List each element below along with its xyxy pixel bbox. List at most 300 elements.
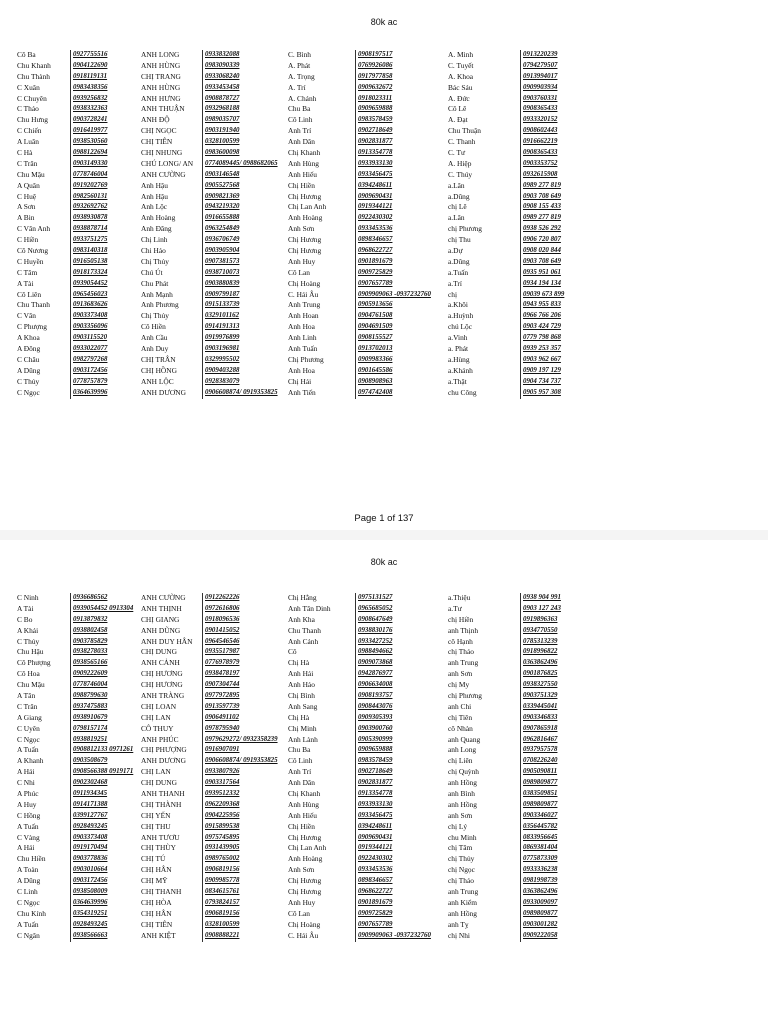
- name-cell: chị Thảo: [448, 876, 474, 886]
- name-cell: ANH LONG: [141, 50, 180, 59]
- table-row: [16, 72, 568, 83]
- name-cell: C Nhi: [17, 778, 35, 788]
- table-row: [16, 148, 568, 159]
- phone-cell: 0905090811: [520, 767, 568, 778]
- phone-cell: 0943 955 833: [520, 300, 568, 311]
- name-cell: A Bin: [17, 213, 35, 223]
- phone-cell: 0938566663: [70, 931, 140, 942]
- phone-cell: 0932968188: [202, 104, 287, 115]
- phone-cell: 0903373408: [70, 833, 140, 844]
- name-cell: Chu Kính: [17, 908, 46, 918]
- name-cell: Anh Sơn: [288, 865, 315, 875]
- name-cell: CHỊ THÙY: [141, 843, 176, 853]
- phone-cell: 0931439905: [202, 843, 287, 854]
- name-cell: C Ngọc: [17, 734, 40, 744]
- name-cell: C Xuân: [17, 82, 40, 92]
- phone-cell: 0906608874/ 0919353825: [202, 388, 287, 399]
- name-cell: C Châu: [17, 354, 40, 364]
- phone-cell: 0928383079: [202, 377, 287, 388]
- name-cell: A Hải: [17, 843, 35, 853]
- phone-cell: 0938 904 991: [520, 593, 568, 604]
- phone-cell: 0903001282: [520, 920, 568, 931]
- name-cell: CHỊ TIÊN: [141, 137, 173, 147]
- phone-cell: 0903905904: [202, 246, 287, 257]
- name-cell: Chu Thuận: [448, 126, 481, 136]
- name-cell: Anh Lộc: [141, 202, 168, 212]
- phone-cell: 0936706749: [202, 235, 287, 246]
- name-cell: A Phúc: [17, 789, 39, 799]
- table-row: [16, 691, 568, 702]
- phone-cell: 0938565166: [70, 658, 140, 669]
- phone-cell: 0972616806: [202, 604, 287, 615]
- phone-cell: 09039 673 899: [520, 290, 568, 301]
- table-row: [16, 246, 568, 257]
- phone-cell: 0913597739: [202, 702, 287, 713]
- phone-cell: 0909305393: [355, 713, 447, 724]
- name-cell: Anh Cầu: [141, 333, 168, 343]
- name-cell: Chu Khanh: [17, 60, 51, 70]
- phone-cell: 0917977858: [355, 72, 447, 83]
- phone-cell: 0983090339: [202, 61, 287, 72]
- phone-cell: 0909690431: [355, 192, 447, 203]
- phone-cell: 0903010664: [70, 865, 140, 876]
- phone-cell: 0902831877: [355, 778, 447, 789]
- phone-cell: 0962209368: [202, 800, 287, 811]
- name-cell: Anh Hảo: [288, 680, 315, 690]
- table-row: [16, 94, 568, 105]
- phone-cell: 0965456023: [70, 290, 140, 301]
- phone-cell: 0906 720 807: [520, 235, 568, 246]
- name-cell: ANH PHÚC: [141, 734, 179, 744]
- name-cell: Chị Lan Anh: [288, 202, 327, 212]
- name-cell: ANH THỊNH: [141, 603, 182, 613]
- name-cell: Anh Trung: [288, 300, 321, 310]
- table-row: [16, 713, 568, 724]
- phone-cell: 0364639996: [70, 898, 140, 909]
- phone-cell: 0968622727: [355, 887, 447, 898]
- phone-cell: 0962816467: [520, 735, 568, 746]
- name-cell: Cô Phượng: [17, 658, 51, 668]
- phone-cell: 0933832088: [202, 50, 287, 61]
- phone-cell: 0329995502: [202, 355, 287, 366]
- name-cell: Anh Đăng: [141, 224, 172, 234]
- name-cell: anh Long: [448, 745, 477, 755]
- name-cell: chị Thủy: [448, 854, 475, 864]
- phone-cell: 0903880839: [202, 279, 287, 290]
- table-row: [16, 735, 568, 746]
- name-cell: Cô Linh: [288, 756, 313, 766]
- phone-cell: 0903373408: [70, 311, 140, 322]
- name-cell: anh Bình: [448, 789, 475, 799]
- phone-cell: 0903172456: [70, 876, 140, 887]
- phone-cell: 0981998739: [520, 876, 568, 887]
- name-cell: A Khanh: [17, 756, 44, 766]
- table-row: [16, 658, 568, 669]
- name-cell: anh Trung: [448, 887, 479, 897]
- name-cell: A Luân: [17, 137, 39, 147]
- name-cell: C Phượng: [17, 322, 47, 332]
- phone-cell: 0905390999: [355, 735, 447, 746]
- phone-cell: 0904761508: [355, 311, 447, 322]
- name-cell: A. Đức: [448, 93, 470, 103]
- name-cell: CHỊ LAN: [141, 712, 171, 722]
- name-cell: CHỊ NGỌC: [141, 126, 177, 136]
- table-row: [16, 235, 568, 246]
- contact-table: [16, 593, 568, 942]
- name-cell: Chị Hoàng: [288, 919, 321, 929]
- phone-cell: 0937475883: [70, 702, 140, 713]
- phone-cell: 0794279507: [520, 61, 568, 72]
- phone-cell: 0903115520: [70, 333, 140, 344]
- table-row: [16, 778, 568, 789]
- table-row: [16, 344, 568, 355]
- name-cell: ANH TƯƠU: [141, 832, 180, 842]
- phone-cell: 0901415052: [202, 626, 287, 637]
- name-cell: A Khoa: [17, 333, 40, 343]
- phone-cell: 0938327550: [520, 680, 568, 691]
- phone-cell: 0833956645: [520, 833, 568, 844]
- name-cell: Anh Mạnh: [141, 289, 173, 299]
- name-cell: ANH HÙNG: [141, 82, 181, 92]
- phone-cell: 0908365433: [520, 104, 568, 115]
- table-row: [16, 680, 568, 691]
- name-cell: a. Phát: [448, 344, 469, 354]
- phone-cell: 0909690431: [355, 833, 447, 844]
- phone-cell: 0902718649: [355, 767, 447, 778]
- name-cell: Chị Bình: [288, 691, 315, 701]
- name-cell: chị Quỳnh: [448, 767, 479, 777]
- name-cell: anh Tỵ: [448, 919, 469, 929]
- name-cell: C Vân: [17, 311, 36, 321]
- phone-cell: 0903146548: [202, 170, 287, 181]
- table-row: [16, 800, 568, 811]
- phone-cell: 0977972895: [202, 691, 287, 702]
- name-cell: a.Trí: [448, 278, 462, 288]
- name-cell: Chị Minh: [288, 723, 317, 733]
- phone-cell: 0909821369: [202, 192, 287, 203]
- name-cell: Cô Lê: [448, 104, 467, 114]
- name-cell: CHỊ TÚ: [141, 854, 166, 864]
- page-header: 80k ac: [370, 17, 398, 27]
- name-cell: Anh Sang: [288, 701, 318, 711]
- name-cell: CHÚ LONG/ AN: [141, 158, 194, 168]
- table-row: [16, 366, 568, 377]
- name-cell: a.Huỳnh: [448, 311, 474, 321]
- phone-cell: 0903900760: [355, 724, 447, 735]
- name-cell: C. Tư: [448, 148, 466, 158]
- name-cell: Anh Hậu: [141, 191, 168, 201]
- phone-cell: 0938478197: [202, 669, 287, 680]
- phone-cell: 0903 962 667: [520, 355, 568, 366]
- phone-cell: 0908908963: [355, 377, 447, 388]
- phone-cell: 0989809877: [520, 800, 568, 811]
- name-cell: a.Dũng: [448, 191, 470, 201]
- phone-cell: 0909799187: [202, 290, 287, 301]
- name-cell: Chị Hoàng: [288, 278, 321, 288]
- table-row: [16, 843, 568, 854]
- table-row: [16, 637, 568, 648]
- name-cell: C Bo: [17, 614, 33, 624]
- phone-cell: 0933068240: [202, 72, 287, 83]
- name-cell: CHỊ GIANG: [141, 614, 180, 624]
- phone-cell: 0399127767: [70, 811, 140, 822]
- name-cell: Chị Khanh: [288, 789, 321, 799]
- phone-cell: 0933933130: [355, 159, 447, 170]
- name-cell: CHỊ HƯƠNG: [141, 669, 183, 679]
- table-row: [16, 756, 568, 767]
- phone-cell: 0834615761: [202, 887, 287, 898]
- name-cell: chị Ngọc: [448, 865, 475, 875]
- name-cell: a.Thiệu: [448, 593, 471, 602]
- name-cell: Chị Thủy: [141, 256, 169, 266]
- table-row: [16, 789, 568, 800]
- name-cell: Anh Dân: [288, 778, 315, 788]
- phone-cell: 0909632672: [355, 83, 447, 94]
- name-cell: Anh Hoa: [288, 322, 315, 332]
- name-cell: anh Thịnh: [448, 625, 479, 635]
- name-cell: A. Đạt: [448, 115, 468, 125]
- phone-cell: 0916907091: [202, 745, 287, 756]
- name-cell: Chị Khanh: [288, 148, 321, 158]
- name-cell: Bác Sáu: [448, 82, 473, 92]
- table-row: [16, 898, 568, 909]
- phone-cell: 0964546546: [202, 637, 287, 648]
- name-cell: anh Kiểm: [448, 897, 477, 907]
- phone-cell: 0939054452: [70, 279, 140, 290]
- phone-cell: 0905 957 308: [520, 388, 568, 399]
- phone-cell: 0909659888: [355, 745, 447, 756]
- name-cell: C Hà: [17, 148, 33, 158]
- name-cell: Chị Hương: [288, 246, 322, 256]
- name-cell: Anh Tuấn: [288, 344, 318, 354]
- phone-cell: 0909 197 129: [520, 366, 568, 377]
- name-cell: C Hiền: [17, 235, 39, 245]
- name-cell: Chị Hiền: [288, 821, 315, 831]
- name-cell: C Vân Anh: [17, 224, 51, 234]
- name-cell: C Chiến: [17, 126, 42, 136]
- name-cell: Anh Huy: [288, 256, 316, 266]
- table-row: [16, 604, 568, 615]
- phone-cell: 0913354778: [355, 148, 447, 159]
- phone-cell: 0775873309: [520, 854, 568, 865]
- name-cell: Anh Hùng: [288, 158, 319, 168]
- phone-cell: 0966 766 206: [520, 311, 568, 322]
- table-row: [16, 887, 568, 898]
- phone-cell: 0903149330: [70, 159, 140, 170]
- phone-cell: 0769926086: [355, 61, 447, 72]
- phone-cell: 0909909063 -0937232760: [355, 290, 447, 301]
- phone-cell: 0356445782: [520, 822, 568, 833]
- name-cell: Anh Tiến: [288, 387, 316, 397]
- name-cell: anh Sơn: [448, 669, 473, 679]
- phone-cell: 0778757879: [70, 377, 140, 388]
- name-cell: C Huệ: [17, 191, 37, 201]
- name-cell: C Uyên: [17, 723, 40, 733]
- table-row: [16, 745, 568, 756]
- phone-cell: 0982797268: [70, 355, 140, 366]
- phone-cell: 0908197517: [355, 50, 447, 61]
- table-row: [16, 920, 568, 931]
- phone-cell: 0906491102: [202, 713, 287, 724]
- name-cell: Anh Trí: [288, 767, 312, 777]
- name-cell: CÔ THUY: [141, 723, 174, 733]
- name-cell: A. Chánh: [288, 93, 317, 103]
- name-cell: A Dũng: [17, 365, 41, 375]
- phone-cell: 0928493245: [70, 822, 140, 833]
- phone-cell: 0919170494: [70, 843, 140, 854]
- phone-cell: 0938 526 292: [520, 224, 568, 235]
- name-cell: Chị Hiền: [288, 180, 315, 190]
- name-cell: A. Khoa: [448, 71, 474, 81]
- phone-cell: 0909073868: [355, 658, 447, 669]
- name-cell: CHỊ THANH: [141, 887, 182, 897]
- name-cell: Chu Thành: [17, 71, 50, 81]
- name-cell: C Vàng: [17, 832, 40, 842]
- phone-cell: 0909403288: [202, 366, 287, 377]
- phone-cell: 0983578459: [355, 756, 447, 767]
- name-cell: Chu Mậu: [17, 169, 45, 179]
- phone-cell: 0989765002: [202, 854, 287, 865]
- name-cell: C Trân: [17, 158, 38, 168]
- phone-cell: 0938278033: [70, 647, 140, 658]
- table-row: [16, 822, 568, 833]
- phone-cell: 0927755516: [70, 50, 140, 61]
- name-cell: Cô Hoa: [17, 669, 40, 679]
- name-cell: CHỊ MỸ: [141, 876, 168, 886]
- phone-cell: 0933807926: [202, 767, 287, 778]
- phone-cell: 0963254849: [202, 224, 287, 235]
- phone-cell: 0904691509: [355, 322, 447, 333]
- phone-cell: 0933320152: [520, 115, 568, 126]
- phone-cell: 0908602443: [520, 126, 568, 137]
- phone-cell: 0938530560: [70, 137, 140, 148]
- phone-cell: 0906819156: [202, 909, 287, 920]
- phone-cell: 0898346657: [355, 235, 447, 246]
- phone-cell: 0939512332: [202, 789, 287, 800]
- name-cell: A Giang: [17, 712, 42, 722]
- name-cell: C Trân: [17, 701, 38, 711]
- name-cell: Anh Hoàng: [288, 854, 323, 864]
- phone-cell: 0903778836: [70, 854, 140, 865]
- name-cell: Chị Hải: [288, 376, 312, 386]
- phone-cell: 0903 127 243: [520, 604, 568, 615]
- phone-cell: 0903317564: [202, 778, 287, 789]
- name-cell: Anh Dân: [288, 137, 315, 147]
- name-cell: Anh Sơn: [288, 224, 315, 234]
- table-row: [16, 300, 568, 311]
- phone-cell: 0903346027: [520, 811, 568, 822]
- name-cell: anh Quang: [448, 734, 481, 744]
- phone-cell: 0774089445/ 0988682065: [202, 159, 287, 170]
- phone-cell: 0983578459: [355, 115, 447, 126]
- name-cell: Cô Linh: [288, 115, 313, 125]
- phone-cell: 0909725829: [355, 909, 447, 920]
- table-row: [16, 83, 568, 94]
- name-cell: C. Thúy: [448, 169, 473, 179]
- phone-cell: 0915133739: [202, 300, 287, 311]
- name-cell: Chu Hậu: [17, 647, 44, 657]
- phone-cell: 0898346657: [355, 876, 447, 887]
- phone-cell: 0907657789: [355, 279, 447, 290]
- name-cell: Anh Hoàng: [141, 213, 176, 223]
- phone-cell: 0901645586: [355, 366, 447, 377]
- name-cell: A Toàn: [17, 865, 39, 875]
- name-cell: Cô Ba: [17, 50, 36, 59]
- phone-cell: 0938830176: [355, 626, 447, 637]
- name-cell: chu Công: [448, 387, 477, 397]
- phone-cell: 0989809877: [520, 778, 568, 789]
- name-cell: Anh Kha: [288, 614, 315, 624]
- page-2: [0, 540, 768, 1024]
- name-cell: chị Hiền: [448, 614, 474, 624]
- phone-cell: 0988494662: [355, 647, 447, 658]
- phone-cell: 0916505138: [70, 257, 140, 268]
- phone-cell: 0908443076: [355, 702, 447, 713]
- name-cell: ANH CƯỜNG: [141, 593, 186, 602]
- phone-cell: 0903 708 649: [520, 257, 568, 268]
- name-cell: cô Hạnh: [448, 636, 473, 646]
- table-row: [16, 876, 568, 887]
- phone-cell: 0983600098: [202, 148, 287, 159]
- phone-cell: 0903356096: [70, 322, 140, 333]
- phone-cell: 0869381404: [520, 843, 568, 854]
- name-cell: Anh Linh: [288, 333, 317, 343]
- name-cell: Chị Linh: [141, 235, 168, 245]
- phone-cell: 0901876825: [520, 669, 568, 680]
- table-row: [16, 702, 568, 713]
- phone-cell: 0933453458: [202, 83, 287, 94]
- name-cell: Anh Trí: [288, 126, 312, 136]
- phone-cell: 0939054452 0913304: [70, 604, 140, 615]
- name-cell: C Linh: [17, 887, 38, 897]
- phone-cell: 0903 708 649: [520, 192, 568, 203]
- table-row: [16, 279, 568, 290]
- phone-cell: 0778746004: [70, 170, 140, 181]
- table-row: [16, 192, 568, 203]
- name-cell: CHỊ THU: [141, 821, 171, 831]
- table-row: [16, 224, 568, 235]
- phone-cell: 0907304744: [202, 680, 287, 691]
- name-cell: C Ninh: [17, 593, 39, 602]
- phone-cell: 0933751275: [70, 235, 140, 246]
- phone-cell: 0933009097: [520, 898, 568, 909]
- name-cell: Cô Liên: [17, 289, 42, 299]
- phone-cell: 0778746004: [70, 680, 140, 691]
- table-row: [16, 811, 568, 822]
- phone-cell: 0982560131: [70, 192, 140, 203]
- phone-cell: 0908193757: [355, 691, 447, 702]
- phone-cell: 0903751329: [520, 691, 568, 702]
- name-cell: A. Phát: [288, 60, 311, 70]
- name-cell: A Đông: [17, 344, 41, 354]
- phone-cell: 0329101162: [202, 311, 287, 322]
- name-cell: A Tài: [17, 278, 34, 288]
- name-cell: A Khải: [17, 625, 39, 635]
- phone-cell: 0901891679: [355, 898, 447, 909]
- name-cell: chị Tiên: [448, 712, 473, 722]
- name-cell: cô Nhàn: [448, 723, 473, 733]
- phone-cell: 0915899538: [202, 822, 287, 833]
- name-cell: chị Nhi: [448, 930, 470, 940]
- phone-cell: 0919344121: [355, 843, 447, 854]
- name-cell: CHỊ TRANG: [141, 71, 181, 81]
- phone-cell: 0909903934: [520, 83, 568, 94]
- phone-cell: 0776978979: [202, 658, 287, 669]
- name-cell: ANH DƯƠNG: [141, 756, 186, 766]
- table-row: [16, 104, 568, 115]
- phone-cell: 0903728241: [70, 115, 140, 126]
- name-cell: Chị Hương: [288, 235, 322, 245]
